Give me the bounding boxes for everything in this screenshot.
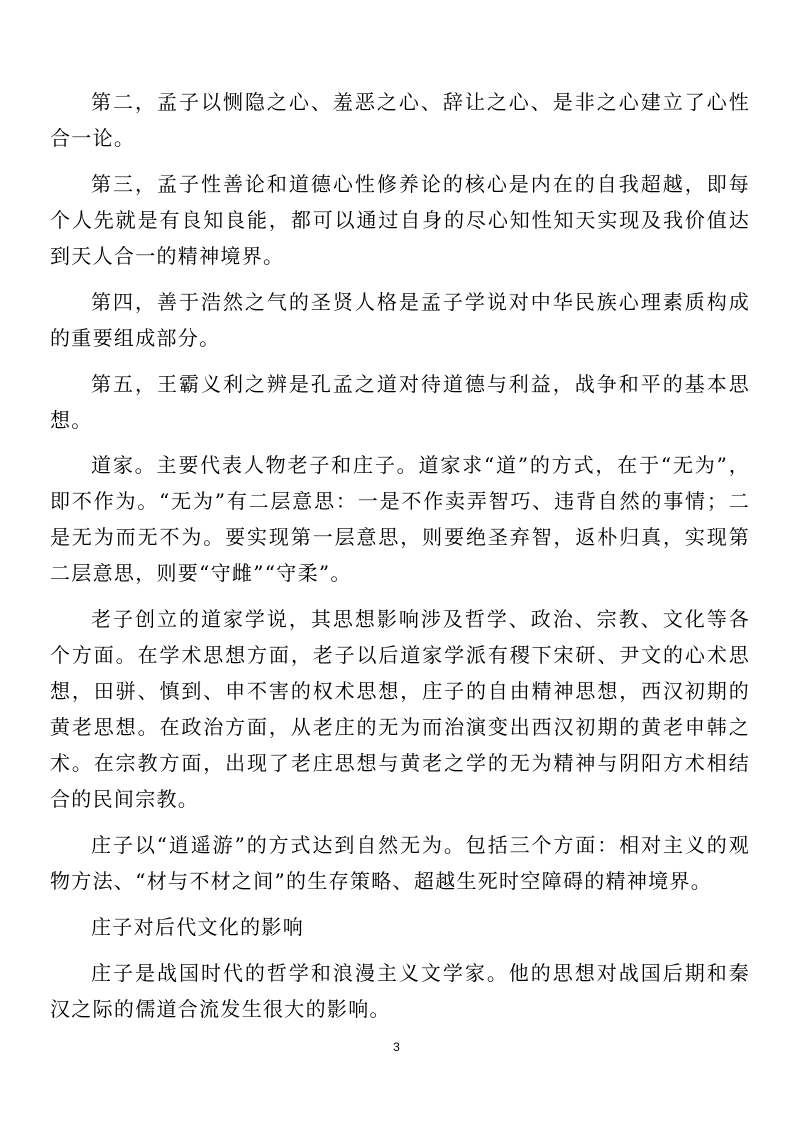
paragraph-laozi-influence: 老子创立的道家学说，其思想影响涉及哲学、政治、宗教、文化等各个方面。在学术思想方面，老子以后道家学派有稷下宋研、尹文的心术思想，田骈、慎到、申不害的权术思想，庄子的自由精神思想，西汉初期的黄老思想。在政治方面，从老庄的无为而治演变出西汉初期的黄老申韩之术。在宗教方面，出现了老庄思想与黄老之学的无为精神与阴阳方术相结合的民间宗教。	[50, 607, 750, 811]
paragraph-zhuangzi-freedom: 庄子以“逍遥游”的方式达到自然无为。包括三个方面：相对主义的观物方法、“材与不材之间”的生存策略、超越生死时空障碍的精神境界。	[50, 833, 750, 893]
paragraph-zhuangzi-author: 庄子是战国时代的哲学和浪漫主义文学家。他的思想对战国后期和秦汉之际的儒道合流发生很大的影响。	[50, 961, 750, 1021]
section-heading-zhuangzi-influence: 庄子对后代文化的影响	[91, 915, 304, 939]
page-number: 3	[393, 1040, 400, 1054]
paragraph-fourth-point: 第四，善于浩然之气的圣贤人格是孟子学说对中华民族心理素质构成的重要组成部分。	[50, 290, 750, 350]
paragraph-fifth-point: 第五，王霸义利之辨是孔孟之道对待道德与利益，战争和平的基本思想。	[50, 372, 750, 432]
paragraph-daoism: 道家。主要代表人物老子和庄子。道家求“道”的方式，在于“无为”，即不作为。“无为”有二层意思：一是不作卖弄智巧、违背自然的事情；二是无为而无不为。要实现第一层意思，则要绝圣弃智，返朴归真，实现第二层意思，则要“守雌”“守柔”。	[50, 453, 750, 585]
paragraph-second-point: 第二，孟子以恻隐之心、羞恶之心、辞让之心、是非之心建立了心性合一论。	[50, 90, 750, 150]
body-text	[50, 84, 750, 1027]
paragraph-third-point: 第三，孟子性善论和道德心性修养论的核心是内在的自我超越，即每个人先就是有良知良能，都可以通过自身的尽心知性知天实现及我价值达到天人合一的精神境界。	[50, 172, 750, 268]
